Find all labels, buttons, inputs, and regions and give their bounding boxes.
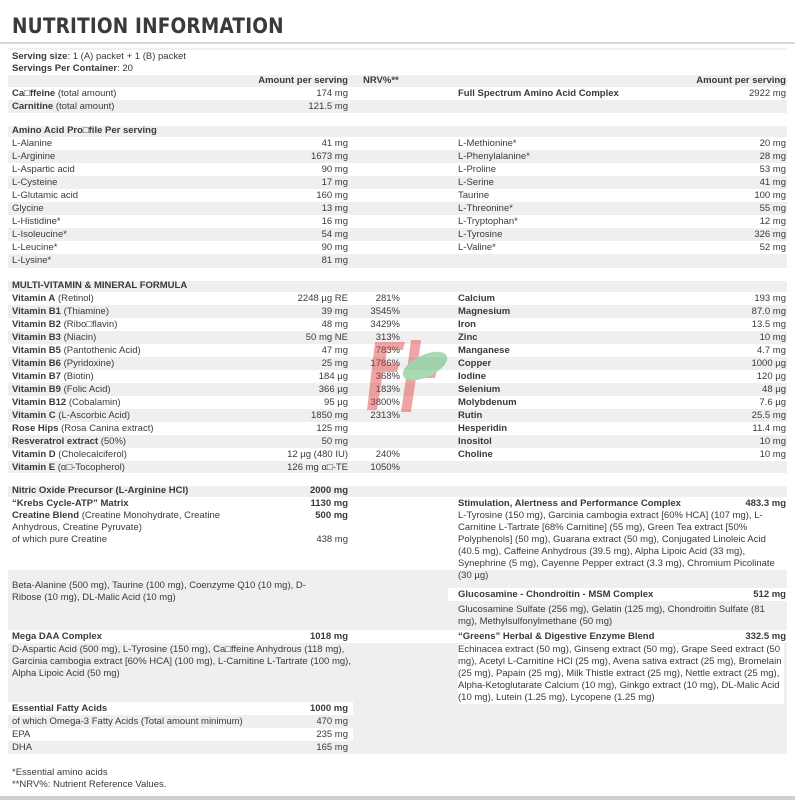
- table-row: [428, 305, 787, 318]
- caffeine-name: Ca□ffeine: [12, 88, 56, 99]
- efa-amount: 1000 mg: [309, 703, 348, 714]
- vitamin-label: [12, 331, 96, 344]
- vitamin-nrv: 183%: [375, 384, 400, 395]
- table-row: [398, 228, 787, 241]
- mineral-name: Choline: [458, 449, 493, 460]
- table-row: [8, 176, 398, 189]
- omega-label: of which Omega-3 Fatty Acids (Total amount minimum): [12, 716, 243, 727]
- vitamin-name: Vitamin A: [12, 293, 56, 304]
- daa-row: [8, 630, 787, 643]
- amino-profile-heading-row: [8, 124, 787, 137]
- page-title: NUTRITION INFORMATION: [12, 14, 284, 38]
- vitamin-label: [12, 292, 94, 305]
- vitamin-name: Vitamin B9: [12, 384, 61, 395]
- caffeine-row: [8, 87, 787, 100]
- vitamin-amount: 48 mg: [321, 319, 348, 330]
- krebs-ingredients: Beta-Alanine (500 mg), Taurine (100 mg), Coenzyme Q10 (10 mg), D-Ribose (10 mg), DL-Malic Acid (10 mg): [12, 580, 306, 603]
- mineral-name: Manganese: [458, 345, 510, 356]
- dha-row: [8, 741, 353, 754]
- footnote-area: [8, 754, 787, 793]
- daa-name: Mega DAA Complex: [12, 631, 102, 642]
- stimulation-ingredients: L-Tyrosine (150 mg), Garcinia cambogia extract [60% HCA] (107 mg), L-Carnitine L-Tartrate [68% Carnitine] (55 mg), Green Tea extract [50% Polyphenols] (50 mg), Guarana extract (50 mg), Conjugated Linoleic Acid (40.5 mg), Caffeine Anhydrous (39.5 mg), Alpha Lipoic Acid (33 mg), Synephrine (5 mg), Cayenne Pepper extract (3.3 mg), Chromium Picolinate (30 µg): [458, 510, 775, 581]
- mineral-amount: 10 mg: [759, 436, 786, 447]
- greens-ingredients: Echinacea extract (50 mg), Ginseng extract (50 mg), Grape Seed extract (50 mg), Acetyl L-Carnitine HCl (25 mg), Avena sativa extract (25 mg), Bromelain (25 mg), Papain (25 mg), Milk Thistle extract (25 mg), Nettle extract (25 mg), Alpha-Ketoglutarate Calcium (10 mg), Ginkgo extract (10 mg), DL-Malic Acid (10 mg), Lutein (1.25 mg), Lycopene (1.25 mg): [458, 644, 784, 704]
- vitamin-detail: (α□-Tocopherol): [57, 462, 125, 473]
- krebs-name: “Krebs Cycle-ATP” Matrix: [12, 498, 129, 509]
- daa-amount: 1018 mg: [309, 631, 348, 642]
- vitamin-detail: (Ribo□flavin): [63, 319, 118, 330]
- epa-row: [8, 728, 353, 741]
- carnitine-amount: 121.5 mg: [308, 101, 348, 112]
- stimulation-amount: 483.3 mg: [745, 498, 786, 509]
- amino-name: L-Tryptophan*: [458, 216, 518, 227]
- amino-amount: 326 mg: [754, 229, 786, 240]
- vitamin-label: [12, 357, 114, 370]
- vitamin-detail: (50%): [100, 436, 127, 447]
- vitamin-amount: 125 mg: [316, 423, 348, 434]
- amino-amount: 53 mg: [759, 164, 786, 175]
- mineral-amount: 10 mg: [759, 449, 786, 460]
- amino-amount: 20 mg: [759, 138, 786, 149]
- glucosamine-row: [448, 588, 787, 601]
- table-row: [8, 241, 398, 254]
- table-row: [428, 422, 787, 435]
- vitamin-detail: (Thiamine): [63, 306, 109, 317]
- vitamin-name: Vitamin B5: [12, 345, 61, 356]
- epa-label: EPA: [12, 729, 31, 740]
- mineral-amount: 87.0 mg: [751, 306, 786, 317]
- daa-ingredients: D-Aspartic Acid (500 mg), L-Tyrosine (150 mg), Ca□ffeine Anhydrous (118 mg), Garcinia cambogia extract [60% HCA] (100 mg), L-Carnitine L-Tartrate (100 mg), Alpha Lipoic Acid (50 mg): [12, 644, 351, 679]
- vitamin-name: Vitamin B12: [12, 397, 67, 408]
- amino-amount: 52 mg: [759, 242, 786, 253]
- glucosamine-ingredients: Glucosamine Sulfate (256 mg), Gelatin (125 mg), Chondroitin Sulfate (81 mg), Methylsulfonylmethane (50 mg): [458, 604, 765, 627]
- nutrition-table: [8, 48, 787, 793]
- table-row: [398, 137, 787, 150]
- amino-amount: 28 mg: [759, 151, 786, 162]
- vitamin-heading: MULTI-VITAMIN & MINERAL FORMULA: [12, 280, 188, 291]
- amino-amount: 100 mg: [754, 190, 786, 201]
- nitric-oxide-name: Nitric Oxide Precursor (L-Arginine HCl): [12, 485, 189, 496]
- amino-name: L-Phenylalanine*: [458, 151, 530, 162]
- amount-header-right: Amount per serving: [696, 75, 786, 86]
- krebs-row: [8, 497, 787, 510]
- amino-name: L-Arginine: [12, 151, 56, 162]
- caffeine-detail: (total amount): [57, 88, 117, 99]
- table-row: [428, 344, 787, 357]
- amino-amount: 41 mg: [321, 138, 348, 149]
- amino-name: L-Cysteine: [12, 177, 58, 188]
- table-row: [428, 357, 787, 370]
- table-row: [8, 292, 428, 305]
- vitamin-nrv: 2313%: [370, 410, 400, 421]
- vitamin-detail: (Niacin): [63, 332, 97, 343]
- vitamin-nrv: 368%: [375, 371, 400, 382]
- mineral-name: Iron: [458, 319, 476, 330]
- amino-amount: 90 mg: [321, 164, 348, 175]
- vitamin-amount: 47 mg: [321, 345, 348, 356]
- glucosamine-name: Glucosamine - Chondroitin - MSM Complex: [458, 589, 654, 600]
- vitamin-heading-row: [8, 279, 787, 292]
- table-row: [8, 202, 398, 215]
- glucosamine-amount: 512 mg: [753, 589, 786, 600]
- table-row: [428, 409, 787, 422]
- serving-size-label: Serving size: [12, 51, 68, 62]
- table-row: [8, 189, 398, 202]
- table-row: [428, 448, 787, 461]
- greens-name: “Greens” Herbal & Digestive Enzyme Blend: [458, 631, 655, 642]
- table-row: [428, 383, 787, 396]
- creatine-blend: [12, 510, 242, 546]
- mineral-name: Copper: [458, 358, 492, 369]
- mineral-name: Rutin: [458, 410, 483, 421]
- vitamin-detail: (Pyridoxine): [63, 358, 115, 369]
- table-row: [398, 202, 787, 215]
- amino-name: L-Serine: [458, 177, 494, 188]
- vitamin-amount: 184 µg: [318, 371, 348, 382]
- amino-name: L-Alanine: [12, 138, 53, 149]
- serving-size-value: : 1 (A) packet + 1 (B) packet: [67, 51, 186, 62]
- vitamin-detail: (Cobalamin): [68, 397, 121, 408]
- mineral-amount: 1000 µg: [751, 358, 786, 369]
- pure-creatine-amount: 438 mg: [316, 534, 348, 545]
- vitamin-amount: 50 mg: [321, 436, 348, 447]
- mineral-name: Hesperidin: [458, 423, 508, 434]
- mineral-name: Iodine: [458, 371, 486, 382]
- table-row: [8, 163, 398, 176]
- table-row: [428, 370, 787, 383]
- vitamin-amount: 39 mg: [321, 306, 348, 317]
- footnote-essential: *Essential amino acids: [12, 767, 108, 778]
- omega-amount: 470 mg: [316, 716, 348, 727]
- amino-name: L-Isoleucine*: [12, 229, 67, 240]
- table-row: [8, 137, 398, 150]
- table-row: [8, 305, 428, 318]
- vitamin-detail: (Pantothenic Acid): [63, 345, 141, 356]
- creatine-detail-2: Anhydrous, Creatine Pyruvate): [12, 522, 142, 533]
- epa-amount: 235 mg: [316, 729, 348, 740]
- vitamin-amount: 95 µg: [324, 397, 348, 408]
- mineral-amount: 120 µg: [756, 371, 786, 382]
- vitamin-amount: 50 mg NE: [305, 332, 348, 343]
- servings-per-container-label: Servings Per Container: [12, 63, 118, 74]
- vitamin-nrv: 3800%: [370, 397, 400, 408]
- amino-amount: 13 mg: [321, 203, 348, 214]
- creatine-name: Creatine Blend: [12, 510, 80, 521]
- vitamin-name: Resveratrol extract: [12, 436, 99, 447]
- amount-header: Amount per serving: [258, 75, 348, 86]
- vitamin-label: [12, 396, 121, 409]
- table-row: [428, 331, 787, 344]
- table-row: [8, 254, 398, 267]
- vitamin-nrv: 240%: [375, 449, 400, 460]
- table-row: [428, 318, 787, 331]
- table-row: [8, 422, 428, 435]
- mineral-name: Calcium: [458, 293, 495, 304]
- nitric-oxide-amount: 2000 mg: [309, 485, 348, 496]
- table-row: [398, 176, 787, 189]
- vitamin-name: Vitamin B6: [12, 358, 61, 369]
- mineral-amount: 193 mg: [754, 293, 786, 304]
- amino-amount: 81 mg: [321, 255, 348, 266]
- vitamin-nrv: 3429%: [370, 319, 400, 330]
- vitamin-name: Vitamin D: [12, 449, 56, 460]
- amino-name: L-Proline: [458, 164, 497, 175]
- vitamin-name: Vitamin B1: [12, 306, 61, 317]
- vitamin-label: [12, 422, 154, 435]
- mineral-amount: 10 mg: [759, 332, 786, 343]
- amino-name: L-Lysine*: [12, 255, 52, 266]
- vitamin-amount: 2248 µg RE: [297, 293, 348, 304]
- vitamin-detail: (Folic Acid): [63, 384, 111, 395]
- header: [0, 0, 795, 46]
- amino-amount: 54 mg: [321, 229, 348, 240]
- table-row: [398, 150, 787, 163]
- amino-name: L-Glutamic acid: [12, 190, 78, 201]
- efa-name: Essential Fatty Acids: [12, 703, 108, 714]
- logo-letter-f: [367, 342, 405, 410]
- amino-amount: 55 mg: [759, 203, 786, 214]
- vitamin-detail: (Rosa Canina extract): [61, 423, 154, 434]
- amino-amount: 12 mg: [759, 216, 786, 227]
- vitamin-label: [12, 409, 130, 422]
- mineral-name: Inositol: [458, 436, 492, 447]
- table-row: [8, 215, 398, 228]
- vitamin-amount: 126 mg α□-TE: [287, 462, 348, 473]
- amino-amount: 160 mg: [316, 190, 348, 201]
- table-row: [8, 150, 398, 163]
- vitamin-nrv: 1786%: [370, 358, 400, 369]
- amino-name: L-Tyrosine: [458, 229, 503, 240]
- caffeine-amount: 174 mg: [316, 88, 348, 99]
- mineral-amount: 48 µg: [762, 384, 786, 395]
- vitamin-name: Rose Hips: [12, 423, 59, 434]
- amino-amount: 1673 mg: [311, 151, 348, 162]
- vitamin-nrv: 1050%: [370, 462, 400, 473]
- mineral-amount: 13.5 mg: [751, 319, 786, 330]
- vitamin-name: Vitamin B2: [12, 319, 61, 330]
- vitamin-detail: (Biotin): [63, 371, 94, 382]
- nitric-oxide-row: [8, 484, 787, 497]
- amino-name: L-Valine*: [458, 242, 496, 253]
- amino-name: L-Leucine*: [12, 242, 58, 253]
- vitamin-nrv: 313%: [375, 332, 400, 343]
- brand-logo-watermark: [365, 330, 455, 420]
- pure-creatine-label: of which pure Creatine: [12, 534, 108, 545]
- table-row: [428, 292, 787, 305]
- mineral-amount: 25.5 mg: [751, 410, 786, 421]
- amino-amount: 16 mg: [321, 216, 348, 227]
- servings-per-container-value: : 20: [117, 63, 133, 74]
- amino-amount: 41 mg: [759, 177, 786, 188]
- vitamin-name: Vitamin B7: [12, 371, 61, 382]
- amino-amount: 17 mg: [321, 177, 348, 188]
- mineral-name: Zinc: [458, 332, 478, 343]
- vitamin-detail: (L-Ascorbic Acid): [58, 410, 131, 421]
- table-row: [8, 448, 428, 461]
- nrv-header: NRV%**: [363, 75, 399, 86]
- carnitine-detail: (total amount): [55, 101, 115, 112]
- mineral-name: Magnesium: [458, 306, 511, 317]
- table-row: [428, 435, 787, 448]
- amino-name: L-Threonine*: [458, 203, 513, 214]
- table-row: [398, 215, 787, 228]
- efa-row: [8, 702, 353, 715]
- title-rule: [0, 42, 795, 44]
- vitamin-amount: 366 µg: [318, 384, 348, 395]
- amino-name: L-Methionine*: [458, 138, 517, 149]
- amino-complex-name: Full Spectrum Amino Acid Complex: [458, 88, 619, 99]
- dha-label: DHA: [12, 742, 33, 753]
- vitamin-label: [12, 370, 94, 383]
- vitamin-label: [12, 383, 111, 396]
- vitamin-label: [12, 448, 127, 461]
- vitamin-label: [12, 344, 141, 357]
- table-row: [8, 228, 398, 241]
- vitamin-nrv: 281%: [375, 293, 400, 304]
- stimulation-name: Stimulation, Alertness and Performance Complex: [458, 498, 681, 509]
- amino-name: L-Histidine*: [12, 216, 61, 227]
- dha-amount: 165 mg: [316, 742, 348, 753]
- vitamin-nrv: 3545%: [370, 306, 400, 317]
- amino-name: Taurine: [458, 190, 490, 201]
- omega-row: [8, 715, 353, 728]
- carnitine-name: Carnitine: [12, 101, 54, 112]
- amino-profile-heading: Amino Acid Pro□file Per serving: [12, 125, 157, 136]
- amino-amount: 90 mg: [321, 242, 348, 253]
- vitamin-label: [12, 435, 126, 448]
- footnote-nrv: **NRV%: Nutrient Reference Values.: [12, 779, 167, 790]
- vitamin-amount: 25 mg: [321, 358, 348, 369]
- vitamin-label: [12, 318, 117, 331]
- krebs-amount: 1130 mg: [310, 498, 348, 509]
- bottom-rule: [0, 796, 795, 800]
- table-row: [428, 396, 787, 409]
- table-row: [398, 163, 787, 176]
- mineral-amount: 4.7 mg: [756, 345, 786, 356]
- mineral-name: Molybdenum: [458, 397, 517, 408]
- amino-complex-amount: 2922 mg: [749, 88, 786, 99]
- creatine-amount: 500 mg: [315, 510, 348, 521]
- vitamin-name: Vitamin B3: [12, 332, 61, 343]
- carnitine-row: [8, 100, 787, 113]
- amino-name: Glycine: [12, 203, 44, 214]
- amino-name: L-Aspartic acid: [12, 164, 75, 175]
- vitamin-amount: 1850 mg: [311, 410, 348, 421]
- table-row: [398, 189, 787, 202]
- table-row: [398, 241, 787, 254]
- vitamin-label: [12, 305, 109, 318]
- vitamin-detail: (Cholecalciferol): [58, 449, 127, 460]
- greens-amount: 332.5 mg: [745, 631, 786, 642]
- column-header-row: [8, 74, 787, 87]
- vitamin-name: Vitamin C: [12, 410, 56, 421]
- vitamin-nrv: 783%: [375, 345, 400, 356]
- mineral-amount: 11.4 mg: [752, 423, 786, 434]
- vitamin-amount: 12 µg (480 IU): [287, 449, 348, 460]
- vitamin-name: Vitamin E: [12, 462, 56, 473]
- mineral-name: Selenium: [458, 384, 501, 395]
- mineral-amount: 7.6 µg: [759, 397, 786, 408]
- table-row: [8, 435, 428, 448]
- creatine-detail: (Creatine Monohydrate, Creatine: [81, 510, 221, 521]
- vitamin-detail: (Retinol): [57, 293, 94, 304]
